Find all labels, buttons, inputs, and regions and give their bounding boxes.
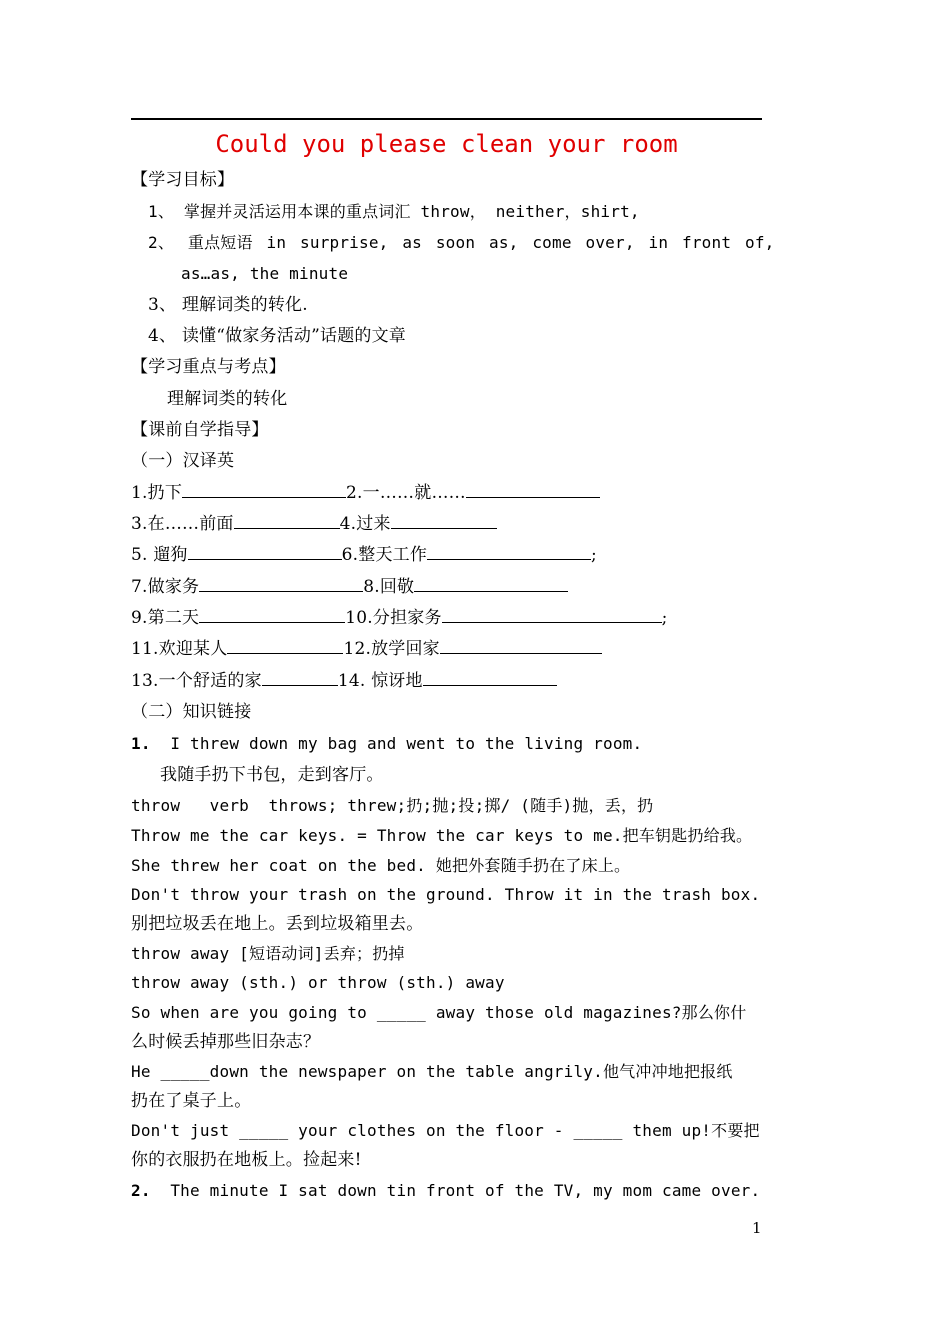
example-line: 么时候丢掉那些旧杂志？ — [131, 1032, 321, 1052]
example-line: Don't throw your trash on the ground. Throw it in the trash box. — [131, 885, 761, 904]
header-rule — [131, 118, 762, 120]
translation-row: 7.做家务 8.回敬 — [131, 576, 568, 598]
translation-row: 11.欢迎某人 12.放学回家 — [131, 638, 602, 660]
objective-4: 4、 读懂“做家务活动”话题的文章 — [148, 326, 407, 346]
part2-heading: （二）知识链接 — [131, 702, 252, 722]
translation-row: 3.在……前面 4.过来 — [131, 513, 497, 535]
example-line: 别把垃圾丢在地上。丢到垃圾箱里去。 — [131, 914, 424, 934]
translation-row: 5. 遛狗 6.整天工作 ; — [131, 545, 597, 565]
example-line: 扔在了桌子上。 — [131, 1091, 252, 1111]
example-line: Don't just _____ your clothes on the floor - _____ them up!不要把 — [131, 1121, 760, 1140]
example-line: 你的衣服扔在地板上。捡起来! — [131, 1150, 362, 1170]
objectives-heading: 【学习目标】 — [131, 170, 235, 190]
page-number: 1 — [752, 1219, 762, 1237]
example-line: So when are you going to _____ away those old magazines?那么你什 — [131, 1003, 747, 1022]
objective-3: 3、 理解词类的转化. — [148, 295, 308, 315]
example-line: throw away [短语动词]丢弃；扔掉 — [131, 944, 405, 963]
example-line: He _____down the newspaper on the table angrily.他气冲冲地把报纸 — [131, 1062, 733, 1081]
example-line: throw away (sth.) or throw (sth.) away — [131, 973, 505, 992]
translation-row: 13.一个舒适的家 14. 惊讶地 — [131, 670, 557, 692]
point-1-translation: 我随手扔下书包，走到客厅。 — [160, 765, 384, 785]
guide-heading: 【课前自学指导】 — [131, 420, 269, 440]
part1-heading: （一）汉译英 — [131, 451, 235, 471]
page-title: Could you please clean your room — [215, 130, 678, 158]
translation-row: 1.扔下 2.一……就…… — [131, 482, 600, 504]
point-1: 1. I threw down my bag and went to the living room. — [131, 734, 643, 753]
throw-definition: throw verb throws; threw;扔;抛;投;掷/ (随手)抛，丢，扔 — [131, 796, 654, 815]
example-line: She threw her coat on the bed. 她把外套随手扔在了床上。 — [131, 856, 631, 875]
example-line: Throw me the car keys. = Throw the car keys to me.把车钥匙扔给我。 — [131, 826, 753, 845]
focus-text: 理解词类的转化 — [167, 389, 288, 409]
objective-1: 1、 掌握并灵活运用本课的重点词汇 throw， neither，shirt, — [148, 202, 640, 221]
focus-heading: 【学习重点与考点】 — [131, 357, 286, 377]
translation-row: 9.第二天 10.分担家务 ; — [131, 608, 668, 628]
objective-2-cont: as…as, the minute — [181, 264, 349, 283]
point-2: 2. The minute I sat down tin front of the TV, my mom came over. — [131, 1181, 761, 1200]
objective-2: 2、 重点短语 in surprise, as soon as, come over, in front of, — [148, 233, 775, 252]
